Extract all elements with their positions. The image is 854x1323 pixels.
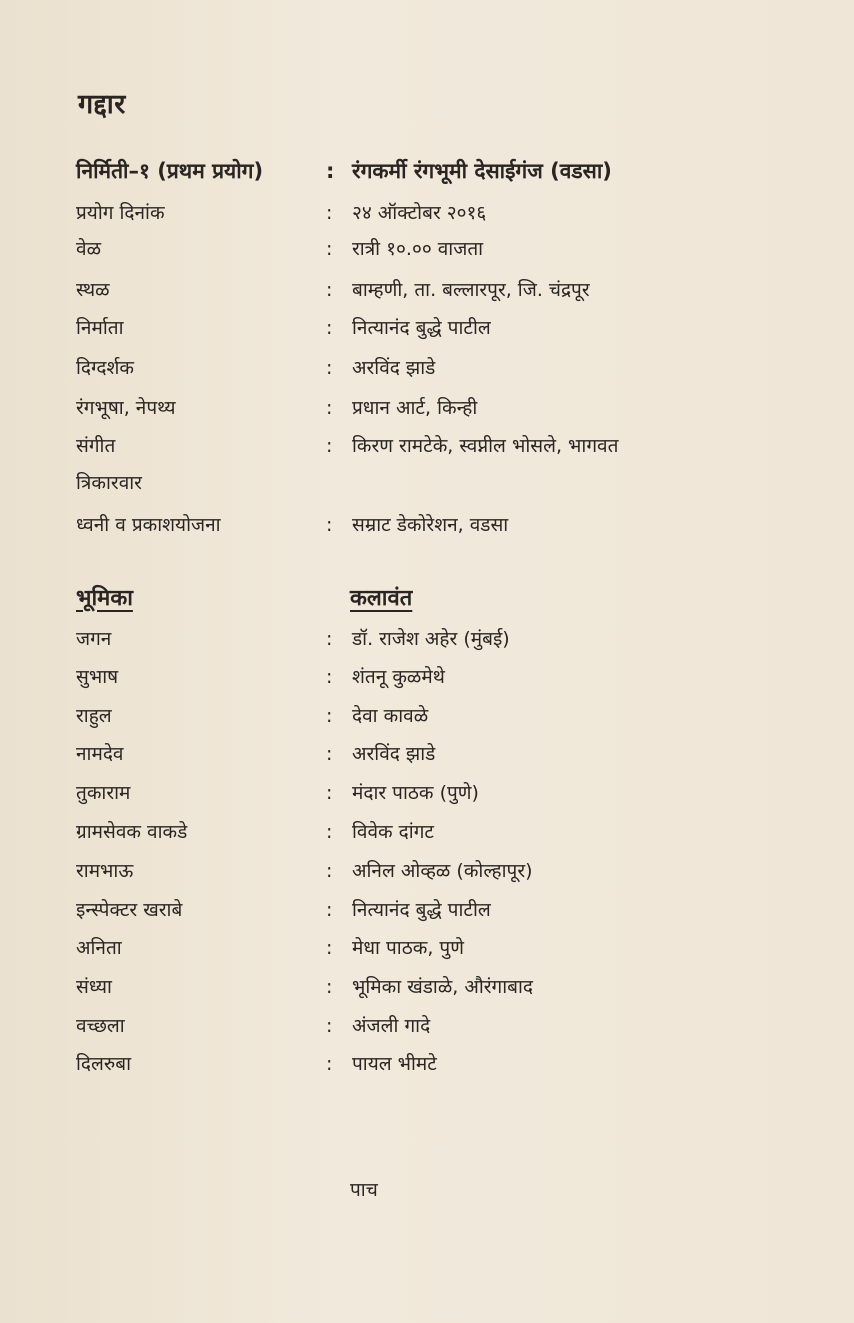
- cast-role: संध्या: [76, 976, 112, 998]
- production-row: [76, 429, 796, 463]
- production-value: अरविंद झाडे: [352, 357, 436, 379]
- cast-role: जगन: [76, 628, 112, 650]
- cast-artist: विवेक दांगट: [352, 821, 434, 843]
- production-row: [76, 391, 796, 425]
- cast-row: [76, 1047, 796, 1081]
- colon: :: [326, 202, 333, 224]
- colon: :: [326, 279, 333, 301]
- production-row: [76, 196, 796, 230]
- production-label: निर्माता: [76, 317, 124, 339]
- colon: :: [326, 743, 333, 765]
- cast-row: [76, 1009, 796, 1043]
- cast-heading-role: भूमिका: [76, 586, 133, 611]
- production-label: स्थळ: [76, 279, 110, 301]
- production-row: [76, 232, 796, 266]
- cast-role: राहुल: [76, 705, 112, 727]
- colon: :: [326, 397, 333, 419]
- cast-heading-artist: कलावंत: [350, 586, 413, 611]
- production-value: रात्री १०.०० वाजता: [352, 238, 484, 260]
- cast-role: वच्छला: [76, 1015, 125, 1037]
- cast-artist: मेधा पाठक, पुणे: [352, 937, 464, 959]
- production-value: २४ ऑक्टोबर २०१६: [352, 202, 487, 224]
- cast-role: नामदेव: [76, 743, 124, 765]
- cast-artist: मंदार पाठक (पुणे): [352, 782, 479, 804]
- cast-artist: अरविंद झाडे: [352, 743, 436, 765]
- cast-role: सुभाष: [76, 666, 119, 688]
- production-label: रंगभूषा, नेपथ्य: [76, 397, 176, 419]
- cast-role: रामभाऊ: [76, 860, 134, 882]
- colon: :: [326, 976, 333, 998]
- cast-row: [76, 660, 796, 694]
- colon: :: [326, 159, 335, 183]
- production-label: वेळ: [76, 238, 102, 260]
- cast-role: दिलरुबा: [76, 1053, 132, 1075]
- colon: :: [326, 821, 333, 843]
- cast-row: [76, 893, 796, 927]
- cast-row: [76, 699, 796, 733]
- cast-artist: डॉ. राजेश अहेर (मुंबई): [352, 628, 510, 650]
- production-header-label: निर्मिती–१ (प्रथम प्रयोग): [76, 159, 264, 183]
- colon: :: [326, 1015, 333, 1037]
- production-value: सम्राट डेकोरेशन, वडसा: [352, 514, 509, 536]
- production-header-row: [76, 154, 796, 188]
- colon: :: [326, 514, 333, 536]
- production-header-value: रंगकर्मी रंगभूमी देसाईगंज (वडसा): [352, 159, 612, 183]
- colon: :: [326, 782, 333, 804]
- colon: :: [326, 1053, 333, 1075]
- production-value: बाम्हणी, ता. बल्लारपूर, जि. चंद्रपूर: [352, 279, 590, 301]
- cast-role: तुकाराम: [76, 782, 131, 804]
- production-label: त्रिकारवार: [76, 472, 142, 494]
- cast-row: [76, 931, 796, 965]
- page-number: पाच: [350, 1179, 378, 1201]
- colon: :: [326, 238, 333, 260]
- cast-row: [76, 622, 796, 656]
- cast-row: [76, 854, 796, 888]
- production-row: [76, 508, 796, 542]
- production-label: संगीत: [76, 435, 116, 457]
- colon: :: [326, 860, 333, 882]
- cast-artist: पायल भीमटे: [352, 1053, 437, 1075]
- cast-artist: शंतनू कुळमेथे: [352, 666, 445, 688]
- production-row: [76, 273, 796, 307]
- play-title: गद्दार: [78, 89, 126, 120]
- cast-role: ग्रामसेवक वाकडे: [76, 821, 188, 843]
- production-value: प्रधान आर्ट, किन्ही: [352, 397, 478, 419]
- production-label: ध्वनी व प्रकाशयोजना: [76, 514, 221, 536]
- colon: :: [326, 937, 333, 959]
- cast-row: [76, 737, 796, 771]
- colon: :: [326, 435, 333, 457]
- production-value: किरण रामटेके, स्वप्नील भोसले, भागवत: [352, 435, 619, 457]
- colon: :: [326, 705, 333, 727]
- cast-artist: अंजली गादे: [352, 1015, 431, 1037]
- cast-artist: अनिल ओव्हळ (कोल्हापूर): [352, 860, 533, 882]
- cast-row: [76, 815, 796, 849]
- production-row: [76, 311, 796, 345]
- colon: :: [326, 317, 333, 339]
- colon: :: [326, 628, 333, 650]
- cast-role: अनिता: [76, 937, 122, 959]
- production-label: दिग्दर्शक: [76, 357, 134, 379]
- production-row: [76, 466, 796, 500]
- colon: :: [326, 899, 333, 921]
- cast-artist: नित्यानंद बुद्धे पाटील: [352, 899, 491, 921]
- colon: :: [326, 357, 333, 379]
- cast-row: [76, 776, 796, 810]
- production-label: प्रयोग दिनांक: [76, 202, 165, 224]
- cast-artist: भूमिका खंडाळे, औरंगाबाद: [352, 976, 534, 998]
- cast-artist: देवा कावळे: [352, 705, 429, 727]
- cast-role: इन्स्पेक्टर खराबे: [76, 899, 183, 921]
- cast-row: [76, 970, 796, 1004]
- colon: :: [326, 666, 333, 688]
- production-value: नित्यानंद बुद्धे पाटील: [352, 317, 491, 339]
- production-row: [76, 351, 796, 385]
